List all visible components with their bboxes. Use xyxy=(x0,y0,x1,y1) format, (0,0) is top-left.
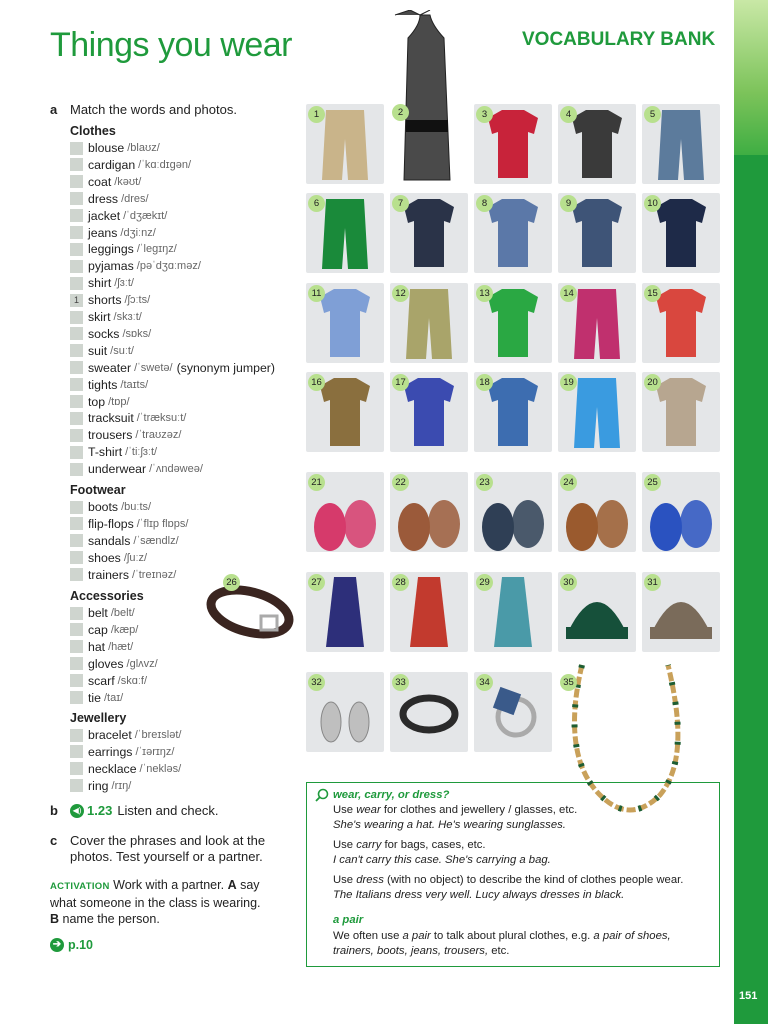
photo-5 xyxy=(642,104,720,184)
audio-track: 1.23 xyxy=(87,803,113,818)
photo-3 xyxy=(474,104,552,184)
answer-box[interactable] xyxy=(70,463,83,476)
photo-29 xyxy=(474,572,552,652)
word: suit xyxy=(88,343,108,358)
word: trainers xyxy=(88,567,130,582)
photo-17 xyxy=(390,372,468,452)
photo-number: 25 xyxy=(644,474,661,491)
photo-number: 16 xyxy=(308,374,325,391)
activation-text: name the person. xyxy=(62,912,160,926)
photo-number: 20 xyxy=(644,374,661,391)
tip-heading: wear, carry, or dress? xyxy=(333,789,450,801)
exercise-b-text: Listen and check. xyxy=(117,803,219,818)
photo-22 xyxy=(390,472,468,552)
answer-box[interactable] xyxy=(70,745,83,758)
exercise-b-letter: b xyxy=(50,803,58,818)
photo-19 xyxy=(558,372,636,452)
phonetic: /ˈsændlz/ xyxy=(133,534,179,547)
photo-27 xyxy=(306,572,384,652)
photo-number: 23 xyxy=(476,474,493,491)
tip-wear-example: She's wearing a hat. He's wearing sunglasses. xyxy=(333,819,566,831)
photo-number: 1 xyxy=(308,106,325,123)
phonetic: /ˈkɑːdɪɡən/ xyxy=(138,158,192,171)
side-strip xyxy=(734,0,768,1024)
photo-number: 11 xyxy=(308,285,325,302)
photo-number: 26 xyxy=(223,574,240,591)
word: gloves xyxy=(88,656,124,671)
exercise-a-instruction: Match the words and photos. xyxy=(70,102,237,117)
phonetic: /ʃuːz/ xyxy=(123,551,148,564)
photo-1 xyxy=(306,104,384,184)
word: blouse xyxy=(88,141,125,155)
activation-text: what someone in the class is wearing. xyxy=(50,896,261,910)
photo-number: 8 xyxy=(476,195,493,212)
answer-box[interactable] xyxy=(70,446,83,459)
photo-number: 28 xyxy=(392,574,409,591)
activation xyxy=(50,877,290,927)
word-item xyxy=(70,208,167,224)
word: sandals xyxy=(88,533,131,548)
answer-box[interactable] xyxy=(70,568,83,581)
phonetic: /dres/ xyxy=(121,192,149,205)
photo-number: 10 xyxy=(644,195,661,212)
word-item xyxy=(70,140,160,156)
exercise-c-line: Cover the phrases and look at the xyxy=(70,833,266,848)
word-item xyxy=(70,744,174,760)
word: trousers xyxy=(88,428,133,443)
word: flip-flops xyxy=(88,516,134,531)
photo-7 xyxy=(390,193,468,273)
photo-15 xyxy=(642,283,720,363)
necklace-illustration xyxy=(560,655,690,820)
phonetic: /suːt/ xyxy=(110,344,134,357)
answer-box[interactable] xyxy=(70,395,83,408)
phonetic: /ʃɔːts/ xyxy=(124,294,151,307)
word-item xyxy=(70,360,275,376)
word: top xyxy=(88,394,106,409)
word: pyjamas xyxy=(88,259,134,274)
answer-box[interactable] xyxy=(70,226,83,239)
answer-box[interactable] xyxy=(70,551,83,564)
word-item xyxy=(70,343,134,359)
word: socks xyxy=(88,326,120,341)
exercise-c-line: photos. Test yourself or a partner. xyxy=(70,849,263,864)
photo-number: 12 xyxy=(392,285,409,302)
word: tie xyxy=(88,690,101,705)
photo-number: 17 xyxy=(392,374,409,391)
page-number: 151 xyxy=(739,990,758,1002)
photo-number: 9 xyxy=(560,195,577,212)
category-jewellery: Jewellery xyxy=(70,711,127,725)
answer-box[interactable] xyxy=(70,501,83,514)
photo-number: 5 xyxy=(644,106,661,123)
phonetic: /ˈtraʊzəz/ xyxy=(135,429,182,442)
word-item xyxy=(70,292,150,308)
photo-8 xyxy=(474,193,552,273)
answer-box[interactable] xyxy=(70,158,83,171)
photo-number: 35 xyxy=(560,674,577,691)
phonetic: /taɪ/ xyxy=(104,691,124,704)
word-item xyxy=(70,533,179,549)
word: earrings xyxy=(88,744,133,759)
photo-number: 33 xyxy=(392,674,409,691)
photo-number: 18 xyxy=(476,374,493,391)
photo-number: 7 xyxy=(392,195,409,212)
tip-carry-example: I can't carry this case. She's carrying a bag. xyxy=(333,854,551,866)
word: bracelet xyxy=(88,728,132,742)
word-item xyxy=(70,639,133,655)
word-item xyxy=(70,778,131,794)
activation-label: ACTIVATION xyxy=(50,881,110,892)
phonetic: /kəʊt/ xyxy=(114,175,142,188)
word: cardigan xyxy=(88,157,136,172)
answer-box[interactable] xyxy=(70,429,83,442)
photo-25 xyxy=(642,472,720,552)
photo-16 xyxy=(306,372,384,452)
exercise-c-text xyxy=(70,833,265,865)
answer-box[interactable] xyxy=(70,517,83,530)
word-item xyxy=(70,191,149,207)
answer-box[interactable] xyxy=(70,344,83,357)
garment-graphic xyxy=(390,10,468,185)
word: shorts xyxy=(88,293,122,308)
phonetic: /ˈtiːʃɜːt/ xyxy=(125,446,158,459)
phonetic: /ˈɪərɪŋz/ xyxy=(135,745,175,758)
word: coat xyxy=(88,174,112,189)
phonetic: /ˈtræksuːt/ xyxy=(136,412,187,425)
magnifier-icon xyxy=(315,788,329,806)
word-item xyxy=(70,550,147,566)
phonetic: /tɒp/ xyxy=(108,395,130,408)
photo-21 xyxy=(306,472,384,552)
photo-33 xyxy=(390,672,468,752)
role-b: B xyxy=(50,912,60,926)
answer-box[interactable] xyxy=(70,674,83,687)
section-label: VOCABULARY BANK xyxy=(522,29,716,50)
photo-number: 14 xyxy=(560,285,577,302)
phonetic: /ɡlʌvz/ xyxy=(126,657,158,670)
word-item xyxy=(70,157,191,173)
page-reference[interactable] xyxy=(50,938,93,952)
answer-box[interactable] xyxy=(70,192,83,205)
word-item xyxy=(70,656,158,672)
word: necklace xyxy=(88,761,137,776)
photo-number: 31 xyxy=(644,574,661,591)
photo-12 xyxy=(390,283,468,363)
photo-number: 6 xyxy=(308,195,325,212)
answer-box[interactable]: 1 xyxy=(70,294,83,307)
answer-box[interactable] xyxy=(70,640,83,653)
synonym-note: (synonym jumper) xyxy=(176,360,275,375)
phonetic: /ˈswetə/ xyxy=(134,361,173,374)
phonetic: /ˈleɡɪŋz/ xyxy=(136,243,177,256)
phonetic: /taɪts/ xyxy=(120,378,149,391)
answer-box[interactable] xyxy=(70,691,83,704)
word-item xyxy=(70,444,157,460)
answer-box[interactable] xyxy=(70,142,83,155)
phonetic: /kæp/ xyxy=(110,623,139,636)
word: tracksuit xyxy=(88,411,134,426)
answer-box[interactable] xyxy=(70,623,83,636)
photo-31 xyxy=(642,572,720,652)
phonetic: /ˈbreɪslət/ xyxy=(134,729,182,741)
word: underwear xyxy=(88,462,147,477)
photo-10 xyxy=(642,193,720,273)
photo-number: 24 xyxy=(560,474,577,491)
phonetic: /dʒiːnz/ xyxy=(120,226,156,239)
phonetic: /sɒks/ xyxy=(122,327,152,340)
phonetic: /hæt/ xyxy=(108,640,134,653)
word: scarf xyxy=(88,673,115,688)
photo-24 xyxy=(558,472,636,552)
word: cap xyxy=(88,622,108,637)
role-a: A xyxy=(227,878,237,892)
answer-box[interactable] xyxy=(70,729,83,742)
word-item xyxy=(70,461,203,477)
tip-wear: Use wear for clothes and jewellery / glasses, etc. xyxy=(333,804,578,816)
answer-box[interactable] xyxy=(70,260,83,273)
tip-carry: Use carry for bags, cases, etc. xyxy=(333,839,486,851)
photo-number: 15 xyxy=(644,285,661,302)
exercise-c-letter: c xyxy=(50,833,58,848)
word: leggings xyxy=(88,242,134,257)
category-accessories: Accessories xyxy=(70,589,144,603)
photo-18 xyxy=(474,372,552,452)
word-item xyxy=(70,690,123,706)
word: belt xyxy=(88,606,108,620)
word-item xyxy=(70,394,130,410)
answer-box[interactable] xyxy=(70,175,83,188)
phonetic: /rɪŋ/ xyxy=(111,779,132,792)
photo-28 xyxy=(390,572,468,652)
category-footwear: Footwear xyxy=(70,483,126,497)
photo-number: 22 xyxy=(392,474,409,491)
word-item xyxy=(70,673,147,689)
phonetic: /pəˈdʒɑːməz/ xyxy=(136,260,201,273)
word: jeans xyxy=(88,225,118,240)
photo-6 xyxy=(306,193,384,273)
page-ref-text: p.10 xyxy=(68,938,94,952)
photo-number: 30 xyxy=(560,574,577,591)
word-item xyxy=(70,275,134,291)
word: ring xyxy=(88,778,109,793)
answer-box[interactable] xyxy=(70,657,83,670)
answer-box[interactable] xyxy=(70,311,83,324)
word-item xyxy=(70,225,156,241)
activation-text: say xyxy=(240,878,260,892)
word-item xyxy=(70,326,151,342)
answer-box[interactable] xyxy=(70,243,83,256)
phonetic: /ˈnekləs/ xyxy=(139,762,182,775)
word-item xyxy=(70,427,181,443)
word-item xyxy=(70,605,135,621)
photo-number: 21 xyxy=(308,474,325,491)
photo-2 xyxy=(390,10,468,118)
word: jacket xyxy=(88,208,121,223)
word: sweater xyxy=(88,360,132,375)
photo-32 xyxy=(306,672,384,752)
word: tights xyxy=(88,377,118,392)
category-clothes: Clothes xyxy=(70,124,116,138)
tip-pair: We often use a pair to talk about plural clothes, e.g. a pair of shoes, xyxy=(333,930,671,942)
answer-box[interactable] xyxy=(70,779,83,792)
word-item xyxy=(70,258,201,274)
word-item xyxy=(70,622,138,638)
photo-number: 32 xyxy=(308,674,325,691)
word-item xyxy=(70,174,141,190)
answer-box[interactable] xyxy=(70,412,83,425)
word-item xyxy=(70,516,188,532)
photo-number: 3 xyxy=(476,106,493,123)
exercise-b xyxy=(70,803,219,819)
arrow-right-icon: ➔ xyxy=(50,938,64,952)
word-item xyxy=(70,727,181,743)
word-item xyxy=(70,761,181,777)
photo-11 xyxy=(306,283,384,363)
phonetic: /belt/ xyxy=(110,607,135,619)
photo-number: 4 xyxy=(560,106,577,123)
phonetic: /ˈflɪp flɒps/ xyxy=(136,517,189,530)
exercise-a-letter: a xyxy=(50,102,58,117)
answer-box[interactable] xyxy=(70,277,83,290)
tip-pair-heading: a pair xyxy=(333,914,364,926)
activation-text: Work with a partner. xyxy=(113,878,225,892)
photo-number: 2 xyxy=(392,104,409,121)
photo-26 xyxy=(205,572,300,652)
answer-box[interactable] xyxy=(70,327,83,340)
phonetic: /skɑːf/ xyxy=(117,674,147,687)
photo-number: 13 xyxy=(476,285,493,302)
answer-box[interactable] xyxy=(70,762,83,775)
word-item xyxy=(70,499,151,515)
word: shoes xyxy=(88,550,121,565)
word: dress xyxy=(88,191,119,206)
answer-box[interactable] xyxy=(70,378,83,391)
word-item xyxy=(70,377,148,393)
phonetic: /buːts/ xyxy=(121,501,152,513)
photo-34 xyxy=(474,672,552,752)
phonetic: /blaʊz/ xyxy=(127,142,160,154)
word-item xyxy=(70,410,186,426)
word: T-shirt xyxy=(88,445,123,460)
photo-14 xyxy=(558,283,636,363)
word: skirt xyxy=(88,310,111,324)
photo-number: 34 xyxy=(476,674,493,691)
tip-dress-example: The Italians dress very well. Lucy always dresses in black. xyxy=(333,889,625,901)
photo-number: 27 xyxy=(308,574,325,591)
photo-4 xyxy=(558,104,636,184)
phonetic: /skɜːt/ xyxy=(113,311,142,323)
tip-dress: Use dress (with no object) to describe the kind of clothes people wear. xyxy=(333,874,684,886)
answer-box[interactable] xyxy=(70,534,83,547)
answer-box[interactable] xyxy=(70,607,83,620)
tip-pair-example: trainers, boots, jeans, trousers, etc. xyxy=(333,945,510,957)
answer-box[interactable] xyxy=(70,209,83,222)
answer-box[interactable] xyxy=(70,361,83,374)
page-title: Things you wear xyxy=(50,26,292,64)
phonetic: /ˈtreɪnəz/ xyxy=(132,568,177,581)
phonetic: /ˈʌndəweə/ xyxy=(149,463,203,476)
word: hat xyxy=(88,639,106,654)
photo-13 xyxy=(474,283,552,363)
photo-9 xyxy=(558,193,636,273)
word: boots xyxy=(88,500,119,514)
photo-number: 29 xyxy=(476,574,493,591)
phonetic: /ˈdʒækɪt/ xyxy=(123,209,168,222)
photo-23 xyxy=(474,472,552,552)
word-item xyxy=(70,241,177,257)
photo-30 xyxy=(558,572,636,652)
photo-number: 19 xyxy=(560,374,577,391)
word-item xyxy=(70,309,142,325)
audio-icon[interactable]: ◀) xyxy=(70,804,84,818)
word: shirt xyxy=(88,276,112,291)
phonetic: /ʃɜːt/ xyxy=(114,277,134,290)
word-item xyxy=(70,567,176,583)
photo-20 xyxy=(642,372,720,452)
